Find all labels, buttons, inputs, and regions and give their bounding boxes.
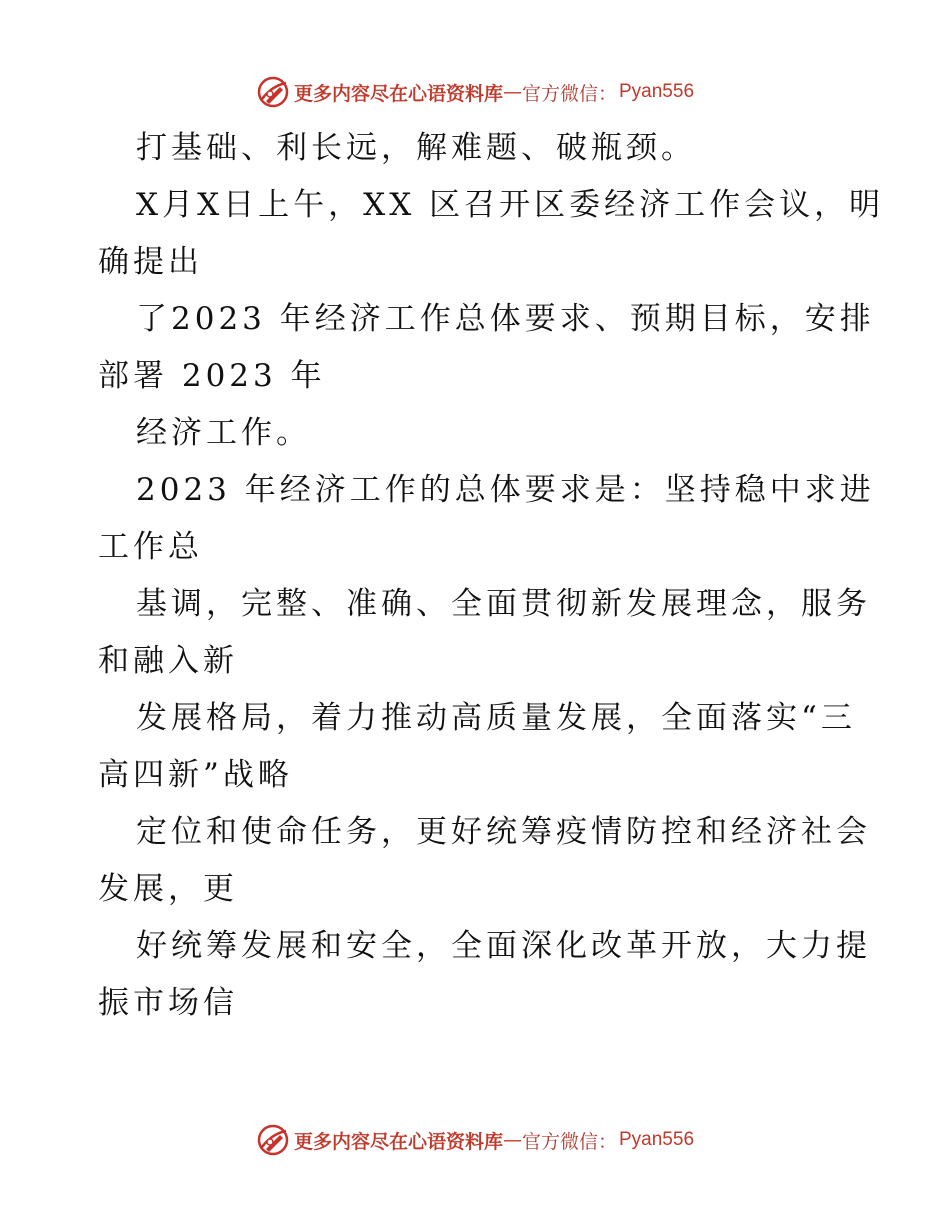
header-wechat-id: Pyan556 xyxy=(619,81,695,102)
pen-logo-icon xyxy=(256,75,290,109)
header-banner-dash: — xyxy=(502,81,522,103)
body-line-12: 高四新”战略 xyxy=(98,757,293,793)
body-line-15: 好统筹发展和安全，全面深化改革开放，大力提 xyxy=(136,928,871,964)
body-line-8: 工作总 xyxy=(98,529,203,565)
body-line-13: 定位和使命任务，更好统筹疫情防控和经济社会 xyxy=(136,814,871,850)
header-wechat-label: 官方微信： xyxy=(521,82,617,105)
body-line-16: 振市场信 xyxy=(98,985,238,1021)
footer-banner xyxy=(0,1120,950,1160)
body-line-9: 基调，完整、准确、全面贯彻新发展理念，服务 xyxy=(136,586,871,622)
body-line-7: 2023 年经济工作的总体要求是：坚持稳中求进 xyxy=(136,472,875,508)
header-banner-text xyxy=(294,79,694,106)
body-line-3: 确提出 xyxy=(98,244,203,280)
body-line-5: 部署 2023 年 xyxy=(98,358,326,394)
footer-banner-dash: — xyxy=(502,1129,522,1151)
body-line-14: 发展，更 xyxy=(98,871,238,907)
footer-banner-text xyxy=(294,1127,694,1154)
document-body xyxy=(98,120,885,1032)
footer-banner-lead: 更多内容尽在心语资料库 xyxy=(293,1130,503,1153)
header-banner-lead: 更多内容尽在心语资料库 xyxy=(293,82,503,105)
body-line-6: 经济工作。 xyxy=(136,415,311,451)
body-line-2: X月X日上午，XX 区召开区委经济工作会议，明 xyxy=(136,187,885,223)
body-line-10: 和融入新 xyxy=(98,643,238,679)
body-line-1: 打基础、利长远，解难题、破瓶颈。 xyxy=(136,130,696,166)
footer-wechat-label: 官方微信： xyxy=(521,1130,617,1153)
footer-wechat-id: Pyan556 xyxy=(619,1129,695,1150)
header-banner xyxy=(0,72,950,112)
body-line-4: 了2023 年经济工作总体要求、预期目标，安排 xyxy=(136,301,875,337)
pen-logo-icon xyxy=(256,1123,290,1157)
body-line-11: 发展格局，着力推动高质量发展，全面落实“三 xyxy=(136,700,856,736)
